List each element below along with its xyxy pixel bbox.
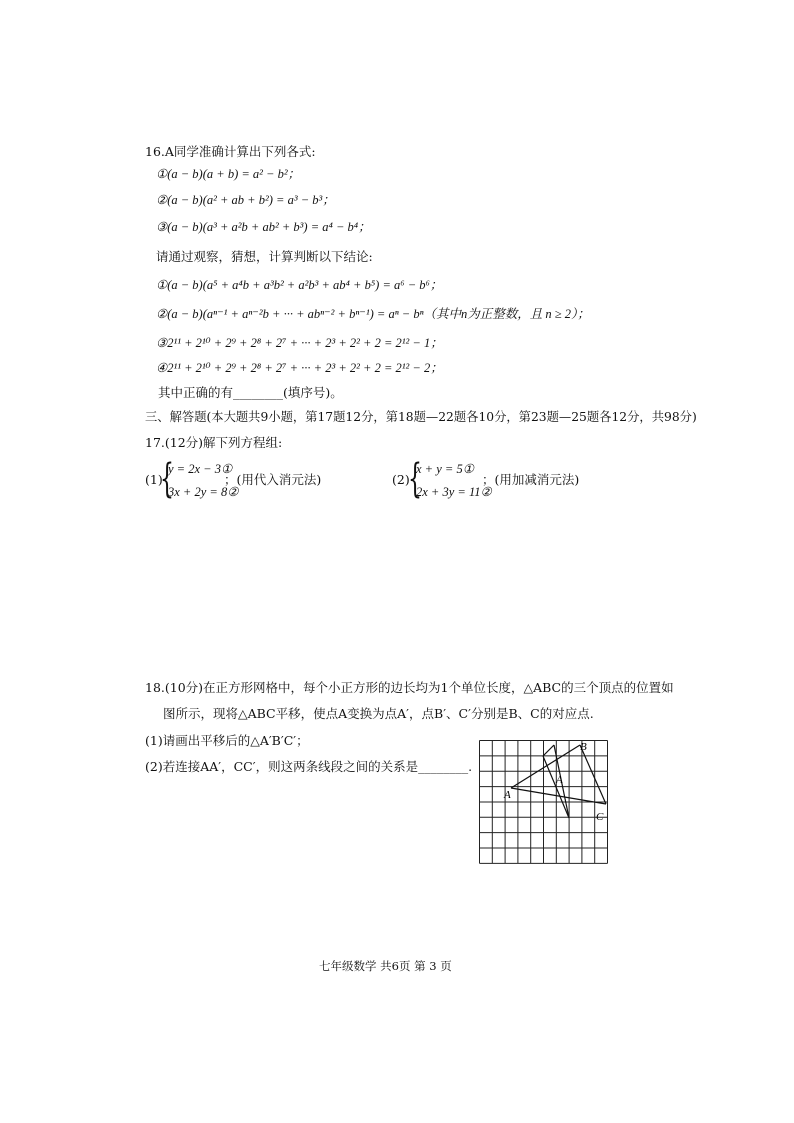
q17-part2-equation-2: 2x + 3y = 11② (416, 485, 492, 499)
label-c: C (596, 811, 604, 823)
q18-part-2: (2)若连接AA′，CC′，则这两条线段之间的关系是________. (145, 759, 473, 774)
q16-conclusion-3: ③2¹¹ + 2¹⁰ + 2⁹ + 2⁸ + 2⁷ + ··· + 2³ + 2² + 2 = 2¹² − 1； (156, 336, 443, 350)
q18-part-1: (1)请画出平移后的△A′B′C′； (145, 733, 309, 748)
grid-lines (480, 741, 608, 864)
label-b: B (580, 741, 587, 753)
page-footer: 七年级数学 共6页 第 3 页 (319, 959, 452, 973)
q18-statement-line-2: 图所示，现将△ABC平移，使点A变换为点A′，点B′、C′分别是B、C的对应点. (163, 706, 594, 721)
side-bc (580, 745, 606, 804)
q16-instruction: 请通过观察，猜想，计算判断以下结论: (156, 249, 373, 264)
q18-statement-line-1: 18.(10分)在正方形网格中，每个小正方形的边长均为1个单位长度，△ABC的三个顶点的位置如 (145, 680, 674, 695)
q16-answer-line: 其中正确的有________(填序号)。 (158, 385, 343, 400)
q17-part1-number: (1) (145, 472, 163, 487)
q16-conclusion-4: ④2¹¹ + 2¹⁰ + 2⁹ + 2⁸ + 2⁷ + ··· + 2³ + 2² + 2 = 2¹² − 2； (156, 361, 443, 375)
q17-part1-brace: { (160, 456, 174, 502)
q17-part1-equation-1: y = 2x − 3① (168, 462, 233, 476)
q17-part1-equation-2: 3x + 2y = 8② (168, 485, 239, 499)
q17-part2-equation-1: x + y = 5① (416, 462, 474, 476)
q17-part2-method: ；(用加减消元法) (482, 472, 580, 487)
label-a: A (504, 789, 511, 801)
q16-conclusion-2: ②(a − b)(aⁿ⁻¹ + aⁿ⁻²b + ··· + abⁿ⁻² + bⁿ⁻¹) = aⁿ − bⁿ（其中n为正整数，且 n ≥ 2）； (156, 307, 590, 321)
q17-part2-brace: { (408, 456, 422, 502)
line-segment-extra (543, 745, 554, 756)
label-a-prime: A (556, 774, 563, 786)
q16-title: 16.A同学准确计算出下列各式: (145, 144, 316, 159)
q16-equation-2: ②(a − b)(a² + ab + b²) = a³ − b³； (156, 193, 335, 207)
side-ab (511, 745, 580, 788)
q17-title: 17.(12分)解下列方程组: (145, 435, 283, 450)
grid-figure (479, 740, 609, 870)
section-3-header: 三、解答题(本大题共9小题，第17题12分，第18题—22题各10分，第23题—25题各12分，共98分) (145, 410, 697, 424)
q16-conclusion-1: ①(a − b)(a⁵ + a⁴b + a³b² + a²b³ + ab⁴ + b⁵) = a⁶ − b⁶； (156, 278, 443, 292)
q16-equation-1: ①(a − b)(a + b) = a² − b²； (156, 167, 301, 181)
q16-equation-3: ③(a − b)(a³ + a²b + ab² + b³) = a⁴ − b⁴； (156, 220, 371, 234)
q17-part2-number: (2) (392, 472, 410, 487)
q17-part1-method: ；(用代入消元法) (224, 472, 322, 487)
